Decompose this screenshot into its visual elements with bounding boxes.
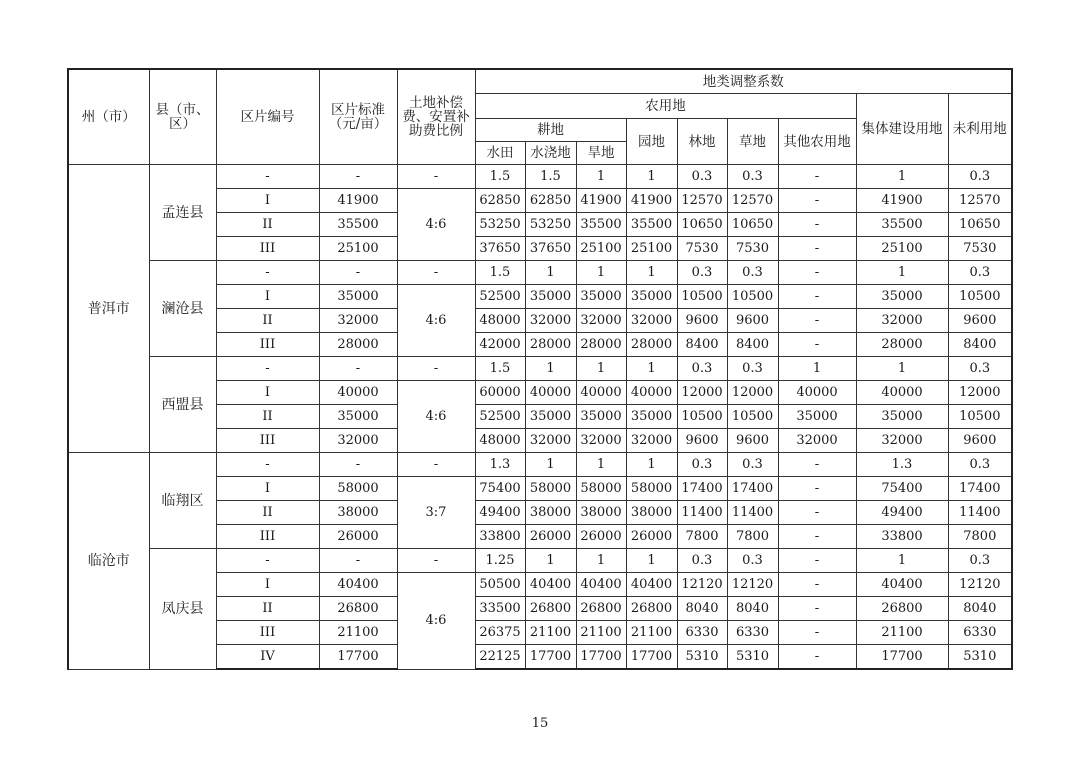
cell-paddy: 50500: [475, 573, 525, 597]
cell-grass: 10500: [727, 405, 778, 429]
cell-garden: 21100: [626, 621, 677, 645]
cell-grass: 8040: [727, 597, 778, 621]
cell-collective: 1.3: [856, 453, 948, 477]
cell-collective: 32000: [856, 309, 948, 333]
cell-garden: 1: [626, 165, 677, 189]
cell-zone-no: -: [216, 261, 319, 285]
cell-forest: 0.3: [677, 549, 727, 573]
cell-other-agri: -: [778, 213, 856, 237]
cell-zone-standard: 38000: [319, 501, 397, 525]
cell-unused: 10500: [948, 285, 1012, 309]
cell-zone-standard: 40400: [319, 573, 397, 597]
cell-paddy: 22125: [475, 645, 525, 670]
cell-zone-standard: 58000: [319, 477, 397, 501]
cell-dry: 25100: [576, 237, 626, 261]
cell-grass: 6330: [727, 621, 778, 645]
cell-forest: 0.3: [677, 165, 727, 189]
cell-other-agri: -: [778, 237, 856, 261]
cell-garden: 26000: [626, 525, 677, 549]
cell-zone-standard: -: [319, 165, 397, 189]
cell-irrigated: 1: [525, 549, 576, 573]
cell-paddy: 1.5: [475, 165, 525, 189]
cell-dry: 40000: [576, 381, 626, 405]
cell-garden: 40400: [626, 573, 677, 597]
cell-zone-standard: 35000: [319, 405, 397, 429]
cell-irrigated: 21100: [525, 621, 576, 645]
county-name: 凤庆县: [149, 549, 216, 670]
cell-other-agri: -: [778, 477, 856, 501]
cell-dry: 1: [576, 165, 626, 189]
cell-collective: 1: [856, 549, 948, 573]
ratio-cell: 4:6: [397, 573, 475, 670]
cell-garden: 26800: [626, 597, 677, 621]
header-dry-land: 旱地: [576, 142, 626, 165]
cell-dry: 1: [576, 549, 626, 573]
cell-zone-no: -: [216, 357, 319, 381]
cell-irrigated: 58000: [525, 477, 576, 501]
cell-irrigated: 26800: [525, 597, 576, 621]
header-garden-land: 园地: [626, 119, 677, 165]
cell-irrigated: 53250: [525, 213, 576, 237]
cell-zone-no: -: [216, 453, 319, 477]
cell-irrigated: 1: [525, 453, 576, 477]
cell-zone-no: III: [216, 333, 319, 357]
cell-unused: 0.3: [948, 165, 1012, 189]
cell-other-agri: -: [778, 309, 856, 333]
cell-grass: 8400: [727, 333, 778, 357]
table-header: [68, 69, 1012, 165]
table-body: [68, 165, 1012, 670]
cell-dry: 1: [576, 261, 626, 285]
cell-grass: 9600: [727, 429, 778, 453]
cell-collective: 1: [856, 357, 948, 381]
cell-collective: 41900: [856, 189, 948, 213]
header-county: 县（市、区）: [149, 69, 216, 165]
cell-zone-no: II: [216, 213, 319, 237]
cell-forest: 10500: [677, 405, 727, 429]
cell-zone-standard: 35000: [319, 285, 397, 309]
cell-zone-no: III: [216, 525, 319, 549]
cell-collective: 35000: [856, 405, 948, 429]
cell-forest: 6330: [677, 621, 727, 645]
cell-garden: 1: [626, 357, 677, 381]
cell-paddy: 33800: [475, 525, 525, 549]
cell-zone-standard: 26000: [319, 525, 397, 549]
ratio-cell: 4:6: [397, 189, 475, 261]
cell-collective: 40400: [856, 573, 948, 597]
cell-unused: 17400: [948, 477, 1012, 501]
cell-irrigated: 35000: [525, 285, 576, 309]
cell-other-agri: -: [778, 645, 856, 670]
cell-unused: 0.3: [948, 549, 1012, 573]
cell-zone-standard: 41900: [319, 189, 397, 213]
cell-garden: 38000: [626, 501, 677, 525]
cell-paddy: 52500: [475, 405, 525, 429]
cell-dry: 40400: [576, 573, 626, 597]
cell-forest: 7530: [677, 237, 727, 261]
cell-unused: 12000: [948, 381, 1012, 405]
cell-unused: 0.3: [948, 261, 1012, 285]
ratio-cell: 4:6: [397, 381, 475, 453]
cell-paddy: 1.5: [475, 357, 525, 381]
cell-paddy: 1.5: [475, 261, 525, 285]
header-cultivated-land: 耕地: [475, 119, 626, 142]
cell-paddy: 42000: [475, 333, 525, 357]
cell-grass: 12000: [727, 381, 778, 405]
cell-forest: 11400: [677, 501, 727, 525]
cell-collective: 32000: [856, 429, 948, 453]
cell-zone-standard: -: [319, 453, 397, 477]
cell-zone-no: II: [216, 309, 319, 333]
county-name: 澜沧县: [149, 261, 216, 357]
cell-paddy: 48000: [475, 429, 525, 453]
cell-zone-standard: -: [319, 261, 397, 285]
cell-zone-standard: -: [319, 357, 397, 381]
cell-ratio: -: [397, 549, 475, 573]
cell-forest: 12570: [677, 189, 727, 213]
cell-zone-standard: 21100: [319, 621, 397, 645]
cell-paddy: 53250: [475, 213, 525, 237]
cell-grass: 0.3: [727, 261, 778, 285]
cell-grass: 7800: [727, 525, 778, 549]
compensation-standards-table: [67, 68, 1013, 670]
cell-dry: 35500: [576, 213, 626, 237]
cell-unused: 9600: [948, 429, 1012, 453]
cell-collective: 40000: [856, 381, 948, 405]
cell-other-agri: -: [778, 285, 856, 309]
cell-unused: 5310: [948, 645, 1012, 670]
header-agricultural-land: 农用地: [475, 94, 856, 119]
cell-collective: 35000: [856, 285, 948, 309]
table-row: [68, 261, 1012, 285]
cell-dry: 41900: [576, 189, 626, 213]
table-row: [68, 165, 1012, 189]
cell-other-agri: -: [778, 549, 856, 573]
cell-collective: 17700: [856, 645, 948, 670]
cell-dry: 32000: [576, 429, 626, 453]
cell-garden: 1: [626, 261, 677, 285]
cell-garden: 1: [626, 549, 677, 573]
cell-collective: 21100: [856, 621, 948, 645]
cell-garden: 41900: [626, 189, 677, 213]
page-number: 15: [531, 716, 549, 731]
header-paddy-field: 水田: [475, 142, 525, 165]
region-name: 临沧市: [68, 453, 149, 670]
cell-unused: 10650: [948, 213, 1012, 237]
cell-dry: 58000: [576, 477, 626, 501]
cell-paddy: 52500: [475, 285, 525, 309]
cell-zone-no: I: [216, 189, 319, 213]
ratio-cell: 4:6: [397, 285, 475, 357]
header-zone-no: 区片编号: [216, 69, 319, 165]
cell-dry: 32000: [576, 309, 626, 333]
cell-forest: 8040: [677, 597, 727, 621]
cell-ratio: -: [397, 165, 475, 189]
cell-garden: 28000: [626, 333, 677, 357]
cell-unused: 11400: [948, 501, 1012, 525]
cell-garden: 1: [626, 453, 677, 477]
header-grass-land: 草地: [727, 119, 778, 165]
cell-collective: 75400: [856, 477, 948, 501]
header-irrigated-land: 水浇地: [525, 142, 576, 165]
cell-garden: 35000: [626, 285, 677, 309]
cell-zone-no: I: [216, 381, 319, 405]
cell-paddy: 1.3: [475, 453, 525, 477]
cell-grass: 0.3: [727, 549, 778, 573]
cell-garden: 32000: [626, 309, 677, 333]
cell-other-agri: -: [778, 453, 856, 477]
cell-paddy: 33500: [475, 597, 525, 621]
cell-other-agri: -: [778, 573, 856, 597]
cell-dry: 26000: [576, 525, 626, 549]
cell-forest: 0.3: [677, 261, 727, 285]
cell-forest: 0.3: [677, 357, 727, 381]
cell-forest: 9600: [677, 429, 727, 453]
cell-irrigated: 32000: [525, 309, 576, 333]
header-collective-construction-land: 集体建设用地: [856, 94, 948, 165]
cell-zone-standard: 25100: [319, 237, 397, 261]
cell-irrigated: 26000: [525, 525, 576, 549]
cell-grass: 0.3: [727, 453, 778, 477]
cell-forest: 12120: [677, 573, 727, 597]
cell-dry: 38000: [576, 501, 626, 525]
cell-forest: 8400: [677, 333, 727, 357]
cell-forest: 10650: [677, 213, 727, 237]
cell-grass: 9600: [727, 309, 778, 333]
county-name: 西盟县: [149, 357, 216, 453]
cell-grass: 12120: [727, 573, 778, 597]
cell-zone-standard: 28000: [319, 333, 397, 357]
cell-forest: 9600: [677, 309, 727, 333]
cell-grass: 11400: [727, 501, 778, 525]
cell-unused: 12570: [948, 189, 1012, 213]
header-zone-standard: 区片标准（元/亩）: [319, 69, 397, 165]
cell-grass: 17400: [727, 477, 778, 501]
cell-irrigated: 37650: [525, 237, 576, 261]
cell-zone-no: -: [216, 549, 319, 573]
table-row: [68, 357, 1012, 381]
header-forest-land: 林地: [677, 119, 727, 165]
cell-collective: 35500: [856, 213, 948, 237]
cell-unused: 0.3: [948, 453, 1012, 477]
cell-other-agri: -: [778, 261, 856, 285]
cell-paddy: 49400: [475, 501, 525, 525]
cell-paddy: 1.25: [475, 549, 525, 573]
cell-paddy: 37650: [475, 237, 525, 261]
cell-irrigated: 1.5: [525, 165, 576, 189]
header-ratio: 土地补偿费、安置补助费比例: [397, 69, 475, 165]
cell-collective: 1: [856, 165, 948, 189]
cell-zone-no: I: [216, 477, 319, 501]
cell-other-agri: 35000: [778, 405, 856, 429]
cell-zone-no: I: [216, 573, 319, 597]
cell-garden: 58000: [626, 477, 677, 501]
cell-other-agri: -: [778, 597, 856, 621]
cell-paddy: 62850: [475, 189, 525, 213]
cell-other-agri: -: [778, 501, 856, 525]
region-name: 普洱市: [68, 165, 149, 453]
cell-paddy: 48000: [475, 309, 525, 333]
cell-grass: 0.3: [727, 357, 778, 381]
cell-forest: 7800: [677, 525, 727, 549]
header-unused-land: 未利用地: [948, 94, 1012, 165]
cell-zone-no: III: [216, 237, 319, 261]
cell-ratio: -: [397, 261, 475, 285]
cell-dry: 1: [576, 357, 626, 381]
cell-forest: 0.3: [677, 453, 727, 477]
cell-zone-standard: 32000: [319, 309, 397, 333]
cell-unused: 0.3: [948, 357, 1012, 381]
cell-collective: 28000: [856, 333, 948, 357]
county-name: 孟连县: [149, 165, 216, 261]
cell-collective: 1: [856, 261, 948, 285]
cell-other-agri: -: [778, 165, 856, 189]
cell-irrigated: 17700: [525, 645, 576, 670]
cell-unused: 10500: [948, 405, 1012, 429]
cell-irrigated: 1: [525, 261, 576, 285]
cell-unused: 7530: [948, 237, 1012, 261]
cell-unused: 8400: [948, 333, 1012, 357]
cell-unused: 9600: [948, 309, 1012, 333]
cell-garden: 25100: [626, 237, 677, 261]
cell-unused: 12120: [948, 573, 1012, 597]
cell-forest: 10500: [677, 285, 727, 309]
cell-grass: 7530: [727, 237, 778, 261]
cell-zone-standard: 26800: [319, 597, 397, 621]
cell-other-agri: 1: [778, 357, 856, 381]
cell-dry: 35000: [576, 285, 626, 309]
cell-collective: 26800: [856, 597, 948, 621]
cell-garden: 35000: [626, 405, 677, 429]
cell-grass: 10650: [727, 213, 778, 237]
cell-unused: 7800: [948, 525, 1012, 549]
cell-irrigated: 38000: [525, 501, 576, 525]
cell-irrigated: 62850: [525, 189, 576, 213]
county-name: 临翔区: [149, 453, 216, 549]
cell-forest: 12000: [677, 381, 727, 405]
cell-other-agri: -: [778, 189, 856, 213]
cell-irrigated: 40400: [525, 573, 576, 597]
cell-grass: 12570: [727, 189, 778, 213]
cell-irrigated: 28000: [525, 333, 576, 357]
cell-garden: 17700: [626, 645, 677, 670]
cell-dry: 21100: [576, 621, 626, 645]
cell-other-agri: -: [778, 525, 856, 549]
cell-other-agri: -: [778, 621, 856, 645]
cell-irrigated: 32000: [525, 429, 576, 453]
cell-dry: 1: [576, 453, 626, 477]
cell-zone-standard: 32000: [319, 429, 397, 453]
cell-other-agri: 32000: [778, 429, 856, 453]
header-prefecture: 州（市）: [68, 69, 149, 165]
cell-forest: 17400: [677, 477, 727, 501]
cell-garden: 32000: [626, 429, 677, 453]
cell-zone-no: IV: [216, 645, 319, 670]
cell-zone-standard: 40000: [319, 381, 397, 405]
cell-zone-standard: -: [319, 549, 397, 573]
table-row: [68, 453, 1012, 477]
cell-irrigated: 35000: [525, 405, 576, 429]
cell-zone-no: II: [216, 597, 319, 621]
cell-zone-no: II: [216, 501, 319, 525]
cell-forest: 5310: [677, 645, 727, 670]
cell-zone-no: I: [216, 285, 319, 309]
cell-other-agri: 40000: [778, 381, 856, 405]
cell-dry: 17700: [576, 645, 626, 670]
cell-paddy: 26375: [475, 621, 525, 645]
cell-zone-no: II: [216, 405, 319, 429]
ratio-cell: 3:7: [397, 477, 475, 549]
cell-zone-standard: 17700: [319, 645, 397, 670]
header-adjust-coef: 地类调整系数: [475, 69, 1012, 94]
cell-dry: 26800: [576, 597, 626, 621]
cell-zone-no: III: [216, 621, 319, 645]
cell-other-agri: -: [778, 333, 856, 357]
cell-grass: 0.3: [727, 165, 778, 189]
cell-grass: 10500: [727, 285, 778, 309]
cell-ratio: -: [397, 453, 475, 477]
header-other-agricultural-land: 其他农用地: [778, 119, 856, 165]
cell-collective: 49400: [856, 501, 948, 525]
cell-ratio: -: [397, 357, 475, 381]
cell-grass: 5310: [727, 645, 778, 670]
cell-garden: 35500: [626, 213, 677, 237]
cell-irrigated: 40000: [525, 381, 576, 405]
cell-paddy: 75400: [475, 477, 525, 501]
cell-unused: 6330: [948, 621, 1012, 645]
cell-unused: 8040: [948, 597, 1012, 621]
cell-zone-standard: 35500: [319, 213, 397, 237]
cell-dry: 35000: [576, 405, 626, 429]
cell-collective: 25100: [856, 237, 948, 261]
cell-garden: 40000: [626, 381, 677, 405]
table-row: [68, 549, 1012, 573]
cell-irrigated: 1: [525, 357, 576, 381]
cell-dry: 28000: [576, 333, 626, 357]
cell-collective: 33800: [856, 525, 948, 549]
cell-zone-no: III: [216, 429, 319, 453]
cell-paddy: 60000: [475, 381, 525, 405]
cell-zone-no: -: [216, 165, 319, 189]
